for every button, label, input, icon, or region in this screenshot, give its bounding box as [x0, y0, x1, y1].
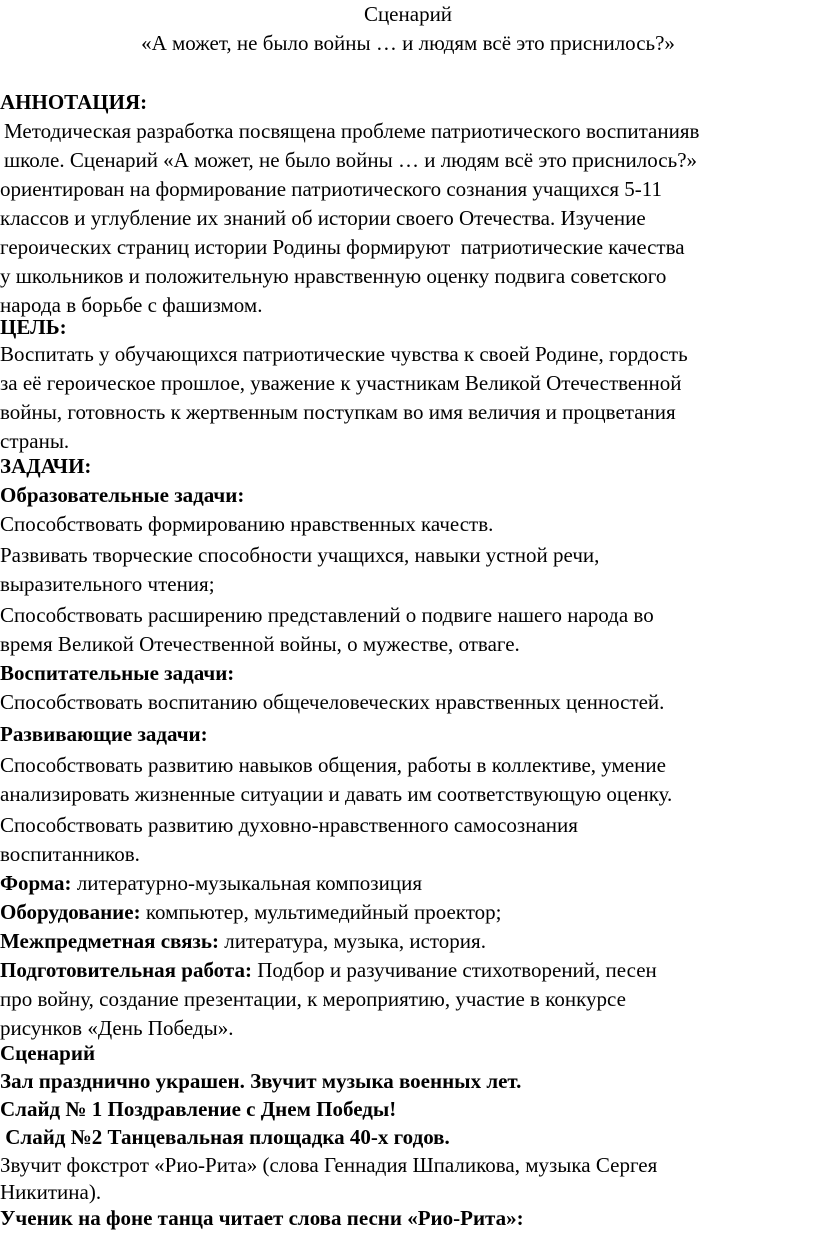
annotation-line: у школьников и положительную нравственную оценку подвига советского [0, 264, 667, 288]
interdisciplinary-value: литература, музыка, история. [218, 929, 486, 953]
form-row [0, 869, 422, 898]
task-line: Способствовать формированию нравственных качеств. [0, 512, 494, 536]
task-line: Способствовать развитию навыков общения, работы в коллективе, умение [0, 753, 666, 777]
doc-title: Сценарий [363, 2, 453, 26]
preparation-row [0, 956, 657, 985]
task-line: анализировать жизненные ситуации и давать им соответствующую оценку. [0, 782, 673, 806]
equipment-row [0, 898, 501, 927]
preparation-value: Подбор и разучивание стихотворений, песен [251, 958, 657, 982]
interdisciplinary-row [0, 927, 486, 956]
annotation-line: героических страниц истории Родины формируют патриотические качества [0, 235, 685, 259]
scenario-student-line: Ученик на фоне танца читает слова песни «Рио-Рита»: [0, 1206, 524, 1230]
annotation-line: народа в борьбе с фашизмом. [0, 293, 263, 317]
equipment-label: Оборудование: [0, 900, 141, 924]
task-line: выразительного чтения; [0, 572, 215, 596]
task-line: Способствовать расширению представлений о подвиге нашего народа во [0, 603, 654, 627]
goal-line: за её героическое прошлое, уважение к участникам Великой Отечественной [0, 371, 682, 395]
slide-2-line: Слайд №2 Танцевальная площадка 40-х годов. [0, 1125, 450, 1149]
tasks-heading: ЗАДАЧИ: [0, 454, 92, 478]
developing-tasks-heading: Развивающие задачи: [0, 722, 208, 746]
task-line: Способствовать воспитанию общечеловеческих нравственных ценностей. [0, 690, 665, 714]
scenario-stage-line: Зал празднично украшен. Звучит музыка военных лет. [0, 1069, 522, 1093]
preparation-line: про войну, создание презентации, к мероприятию, участие в конкурсе [0, 987, 626, 1011]
annotation-line: школе. Сценарий «А может, не было войны … и людям всё это приснилось?» [4, 148, 698, 172]
goal-heading: ЦЕЛЬ: [0, 315, 67, 339]
task-line: воспитанников. [0, 842, 140, 866]
goal-line: войны, готовность к жертвенным поступкам во имя величия и процветания [0, 400, 676, 424]
annotation-line: ориентирован на формирование патриотического сознания учащихся 5-11 [0, 177, 663, 201]
preparation-label: Подготовительная работа: [0, 958, 252, 982]
scenario-line: Никитина). [0, 1180, 102, 1204]
equipment-value: компьютер, мультимедийный проектор; [140, 900, 502, 924]
form-value: литературно-музыкальная композиция [71, 871, 422, 895]
goal-line: Воспитать у обучающихся патриотические чувства к своей Родине, гордость [0, 342, 688, 366]
interdisciplinary-label: Межпредметная связь: [0, 929, 219, 953]
scenario-heading: Сценарий [0, 1041, 96, 1065]
goal-line: страны. [0, 429, 70, 453]
form-label: Форма: [0, 871, 72, 895]
annotation-line: классов и углубление их знаний об истории своего Отечества. Изучение [0, 206, 646, 230]
educational-tasks-heading: Образовательные задачи: [0, 483, 245, 507]
task-line: Способствовать развитию духовно-нравственного самосознания [0, 813, 578, 837]
slide-1-line: Слайд № 1 Поздравление с Днем Победы! [0, 1097, 397, 1121]
upbringing-tasks-heading: Воспитательные задачи: [0, 661, 235, 685]
task-line: время Великой Отечественной войны, о мужестве, отваге. [0, 632, 520, 656]
annotation-line: Методическая разработка посвящена проблеме патриотического воспитанияв [4, 119, 700, 143]
scenario-line: Звучит фокстрот «Рио-Рита» (слова Геннадия Шпаликова, музыка Сергея [0, 1153, 658, 1177]
preparation-line: рисунков «День Победы». [0, 1016, 234, 1040]
annotation-heading: АННОТАЦИЯ: [0, 90, 148, 114]
task-line: Развивать творческие способности учащихся, навыки устной речи, [0, 543, 600, 567]
doc-subtitle: «А может, не было войны … и людям всё это приснилось?» [141, 31, 675, 55]
